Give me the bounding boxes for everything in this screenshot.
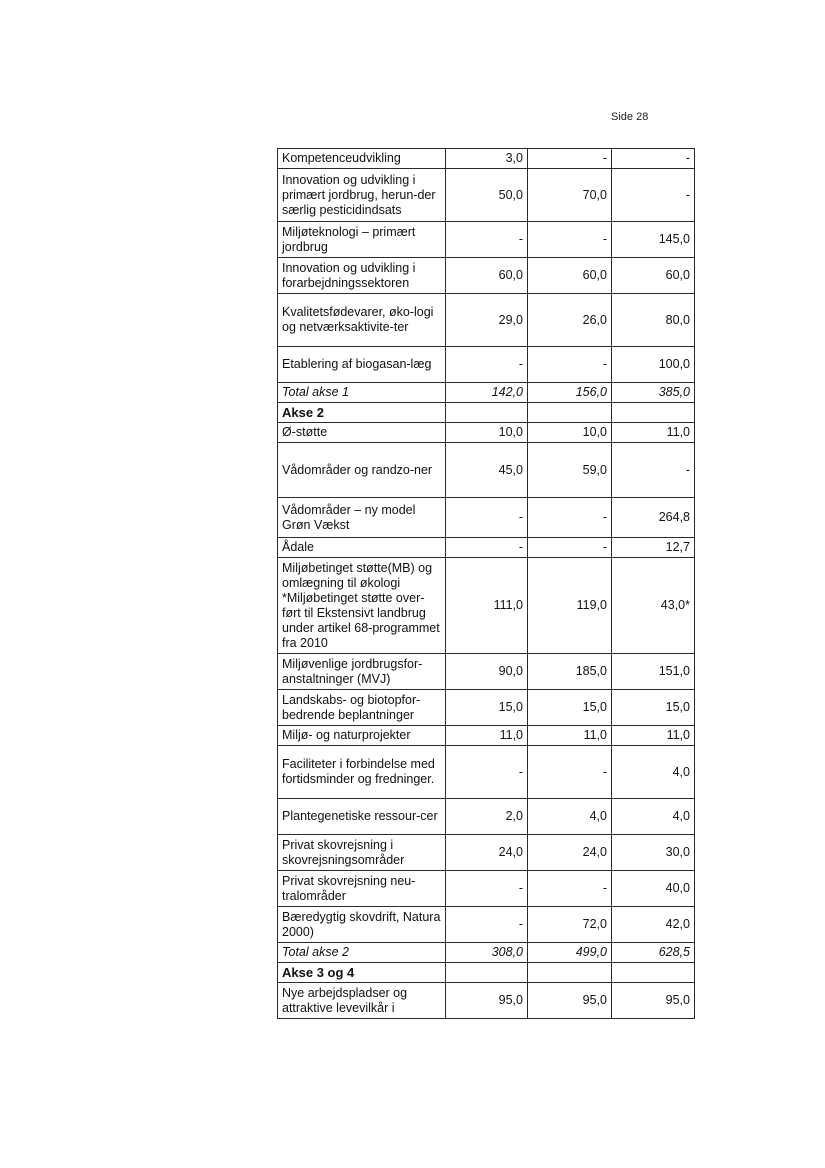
row-label: Akse 2 <box>278 403 446 423</box>
table-row <box>278 726 695 746</box>
value-cell-3: 264,8 <box>612 498 695 538</box>
value-cell-1: 111,0 <box>446 558 528 654</box>
value-cell-1: 10,0 <box>446 423 528 443</box>
value-cell-2: 119,0 <box>528 558 612 654</box>
value-cell-3: - <box>612 149 695 169</box>
table-row <box>278 443 695 498</box>
value-cell-2: 24,0 <box>528 835 612 871</box>
value-cell-1: 2,0 <box>446 799 528 835</box>
value-cell-1: 95,0 <box>446 983 528 1019</box>
row-label: Total akse 1 <box>278 383 446 403</box>
value-cell-2: 15,0 <box>528 690 612 726</box>
value-cell-1: 90,0 <box>446 654 528 690</box>
table-row <box>278 746 695 799</box>
section-header-row <box>278 403 695 423</box>
value-cell-3: 11,0 <box>612 726 695 746</box>
value-cell-1: - <box>446 907 528 943</box>
page-number: Side 28 <box>611 111 649 123</box>
row-label: Landskabs- og biotopfor-bedrende beplantninger <box>278 690 446 726</box>
value-cell-3: 4,0 <box>612 746 695 799</box>
row-label: Vådområder og randzo-ner <box>278 443 446 498</box>
value-cell-1 <box>446 403 528 423</box>
row-label: Privat skovrejsning neu-tralområder <box>278 871 446 907</box>
table-row <box>278 907 695 943</box>
value-cell-3 <box>612 403 695 423</box>
value-cell-2: 95,0 <box>528 983 612 1019</box>
table-row <box>278 498 695 538</box>
row-label: Etablering af biogasan-læg <box>278 347 446 383</box>
value-cell-1: 29,0 <box>446 294 528 347</box>
value-cell-1 <box>446 963 528 983</box>
table-row <box>278 654 695 690</box>
value-cell-3: 80,0 <box>612 294 695 347</box>
value-cell-3: 15,0 <box>612 690 695 726</box>
table-row <box>278 169 695 222</box>
table-row <box>278 347 695 383</box>
table-row <box>278 294 695 347</box>
value-cell-3: 628,5 <box>612 943 695 963</box>
table-row <box>278 871 695 907</box>
table-row <box>278 835 695 871</box>
row-label: Innovation og udvikling i forarbejdningssektoren <box>278 258 446 294</box>
table-row <box>278 149 695 169</box>
row-label: Total akse 2 <box>278 943 446 963</box>
row-label: Privat skovrejsning i skovrejsningsområder <box>278 835 446 871</box>
value-cell-3: 30,0 <box>612 835 695 871</box>
value-cell-1: - <box>446 538 528 558</box>
value-cell-1: 50,0 <box>446 169 528 222</box>
value-cell-3: 42,0 <box>612 907 695 943</box>
value-cell-2: - <box>528 222 612 258</box>
value-cell-2: - <box>528 538 612 558</box>
value-cell-2: 499,0 <box>528 943 612 963</box>
value-cell-2: 60,0 <box>528 258 612 294</box>
row-label: Ø-støtte <box>278 423 446 443</box>
table-row <box>278 222 695 258</box>
row-label: Miljøteknologi – primært jordbrug <box>278 222 446 258</box>
table-row <box>278 423 695 443</box>
table-row <box>278 538 695 558</box>
value-cell-2: - <box>528 347 612 383</box>
row-label: Kompetenceudvikling <box>278 149 446 169</box>
row-label: Innovation og udvikling i primært jordbrug, herun-der særlig pesticidindsats <box>278 169 446 222</box>
value-cell-3: 43,0* <box>612 558 695 654</box>
table-row <box>278 258 695 294</box>
value-cell-2: - <box>528 871 612 907</box>
value-cell-1: 24,0 <box>446 835 528 871</box>
total-row <box>278 383 695 403</box>
value-cell-3: 11,0 <box>612 423 695 443</box>
value-cell-3: 385,0 <box>612 383 695 403</box>
value-cell-2: 26,0 <box>528 294 612 347</box>
row-label: Plantegenetiske ressour-cer <box>278 799 446 835</box>
row-label: Kvalitetsfødevarer, øko-logi og netværksaktivite-ter <box>278 294 446 347</box>
table-row <box>278 983 695 1019</box>
value-cell-2: 10,0 <box>528 423 612 443</box>
value-cell-2: - <box>528 746 612 799</box>
budget-table <box>277 148 695 1019</box>
value-cell-3: - <box>612 443 695 498</box>
value-cell-3: 151,0 <box>612 654 695 690</box>
row-label: Miljø- og naturprojekter <box>278 726 446 746</box>
value-cell-2: 185,0 <box>528 654 612 690</box>
value-cell-3: 60,0 <box>612 258 695 294</box>
row-label: Ådale <box>278 538 446 558</box>
value-cell-3: 100,0 <box>612 347 695 383</box>
value-cell-1: 60,0 <box>446 258 528 294</box>
value-cell-1: - <box>446 347 528 383</box>
section-header-row <box>278 963 695 983</box>
value-cell-1: - <box>446 498 528 538</box>
row-label: Vådområder – ny model Grøn Vækst <box>278 498 446 538</box>
value-cell-3: - <box>612 169 695 222</box>
budget-table-body <box>278 149 695 1019</box>
value-cell-1: 11,0 <box>446 726 528 746</box>
value-cell-2: 70,0 <box>528 169 612 222</box>
value-cell-3: 40,0 <box>612 871 695 907</box>
value-cell-1: 15,0 <box>446 690 528 726</box>
value-cell-1: 3,0 <box>446 149 528 169</box>
row-label: Nye arbejdspladser og attraktive levevilkår i <box>278 983 446 1019</box>
total-row <box>278 943 695 963</box>
value-cell-1: 45,0 <box>446 443 528 498</box>
value-cell-1: - <box>446 871 528 907</box>
value-cell-2: 11,0 <box>528 726 612 746</box>
row-label: Faciliteter i forbindelse med fortidsminder og fredninger. <box>278 746 446 799</box>
value-cell-3: 4,0 <box>612 799 695 835</box>
value-cell-2: 59,0 <box>528 443 612 498</box>
row-label: Akse 3 og 4 <box>278 963 446 983</box>
value-cell-1: - <box>446 222 528 258</box>
value-cell-3: 145,0 <box>612 222 695 258</box>
table-row <box>278 799 695 835</box>
value-cell-2: - <box>528 149 612 169</box>
value-cell-1: - <box>446 746 528 799</box>
value-cell-3 <box>612 963 695 983</box>
table-row <box>278 690 695 726</box>
value-cell-1: 308,0 <box>446 943 528 963</box>
row-label: Miljøbetinget støtte(MB) og omlægning til økologi *Miljøbetinget støtte over-ført til Ekstensivt landbrug under artikel 68-programmet fra 2010 <box>278 558 446 654</box>
value-cell-2: 72,0 <box>528 907 612 943</box>
value-cell-3: 12,7 <box>612 538 695 558</box>
value-cell-2 <box>528 403 612 423</box>
value-cell-2: 156,0 <box>528 383 612 403</box>
row-label: Miljøvenlige jordbrugsfor-anstaltninger (MVJ) <box>278 654 446 690</box>
table-row <box>278 558 695 654</box>
value-cell-3: 95,0 <box>612 983 695 1019</box>
value-cell-2 <box>528 963 612 983</box>
row-label: Bæredygtig skovdrift, Natura 2000) <box>278 907 446 943</box>
value-cell-1: 142,0 <box>446 383 528 403</box>
value-cell-2: 4,0 <box>528 799 612 835</box>
value-cell-2: - <box>528 498 612 538</box>
